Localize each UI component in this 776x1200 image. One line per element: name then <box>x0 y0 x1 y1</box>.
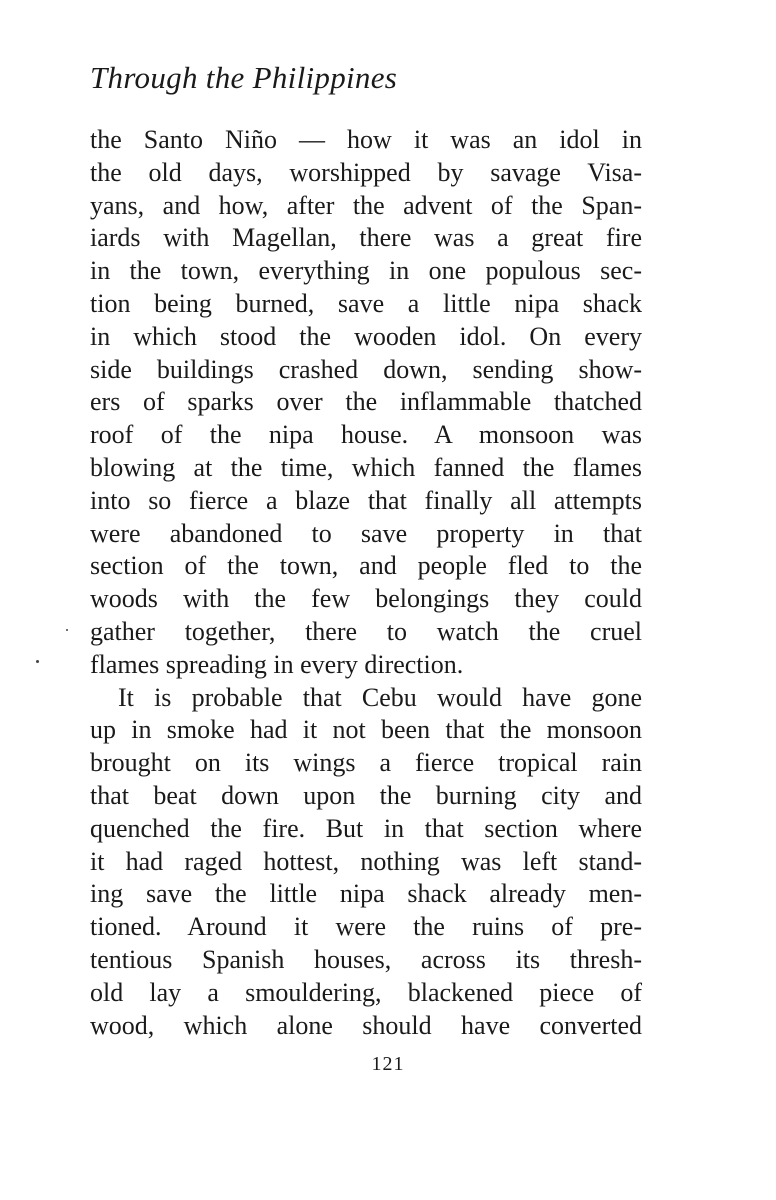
text-line: tentious Spanish houses, across its thresh- <box>90 944 642 974</box>
text-line: old lay a smouldering, blackened piece of <box>90 977 642 1007</box>
text-line: woods with the few belongings they could <box>90 584 642 614</box>
text-line: in the town, everything in one populous sec- <box>90 256 642 286</box>
text-line: yans, and how, after the advent of the Span- <box>90 190 642 220</box>
text-line: ing save the little nipa shack already men- <box>90 879 642 909</box>
text-line: section of the town, and people fled to the <box>90 551 642 581</box>
print-speck <box>36 660 39 663</box>
text-line: flames spreading in every direction. <box>90 649 464 679</box>
text-line: in which stood the wooden idol. On every <box>90 321 642 351</box>
print-speck <box>66 629 68 631</box>
text-line: gather together, there to watch the cruel <box>90 616 642 646</box>
text-line: brought on its wings a fierce tropical rain <box>90 748 642 778</box>
text-line: the old days, worshipped by savage Visa- <box>90 157 642 187</box>
text-line: ers of sparks over the inflammable thatched <box>90 387 642 417</box>
text-line: blowing at the time, which fanned the flames <box>90 452 642 482</box>
text-line: that beat down upon the burning city and <box>90 780 642 810</box>
running-head: Through the Philippines <box>90 60 398 95</box>
text-line: up in smoke had it not been that the monsoon <box>90 715 642 745</box>
text-line: iards with Magellan, there was a great fire <box>90 223 642 253</box>
text-line: the Santo Niño — how it was an idol in <box>90 125 642 154</box>
text-line: It is probable that Cebu would have gone <box>118 682 642 712</box>
text-line: were abandoned to save property in that <box>90 518 642 548</box>
body-text <box>90 124 642 1042</box>
text-line: into so fierce a blaze that finally all attempts <box>90 485 642 515</box>
text-line: tion being burned, save a little nipa shack <box>90 288 642 318</box>
text-line: it had raged hottest, nothing was left stand- <box>90 846 642 876</box>
text-line: side buildings crashed down, sending show- <box>90 354 642 384</box>
page-number: 121 <box>371 1053 405 1075</box>
text-line: roof of the nipa house. A monsoon was <box>90 420 642 450</box>
text-line: quenched the fire. But in that section where <box>90 813 642 843</box>
text-line: tioned. Around it were the ruins of pre- <box>90 912 642 942</box>
text-line: wood, which alone should have converted <box>90 1010 642 1040</box>
